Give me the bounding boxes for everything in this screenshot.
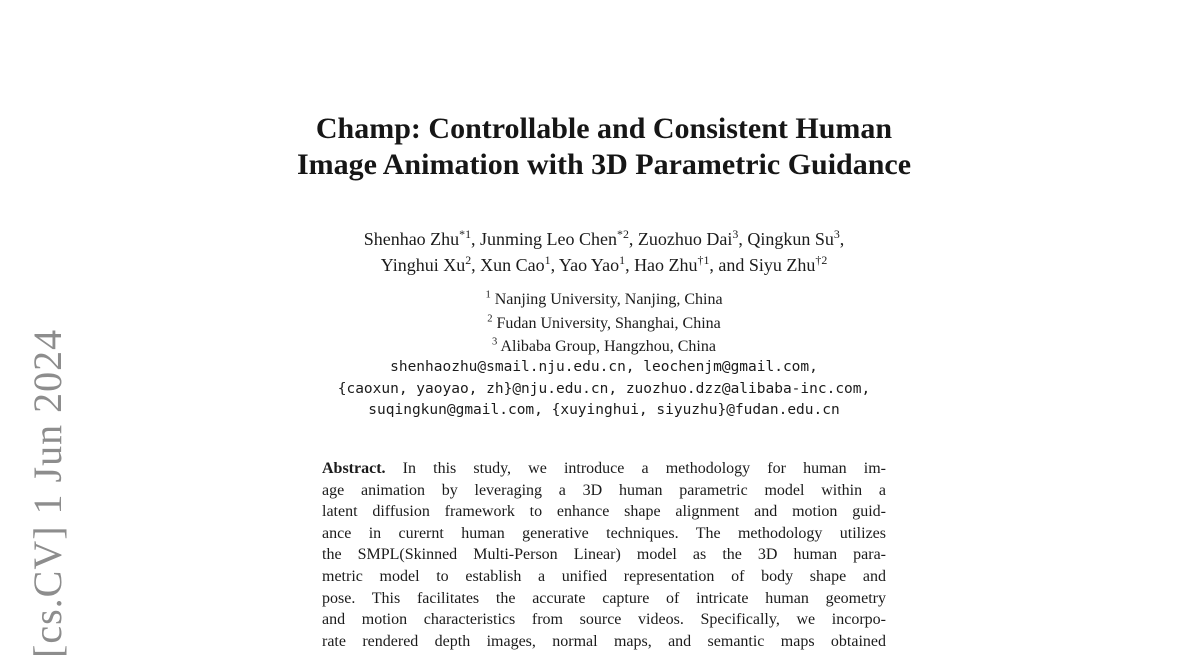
paper-title-line-2: Image Animation with 3D Parametric Guidance	[296, 148, 912, 181]
author-line-1: Shenhao Zhu$^{*1}$, Junming Leo Chen$^{*2}$, Zuozhuo Dai$^3$, Qingkun Su$^3$,	[363, 227, 845, 249]
affiliation-line-2: $^2$ Fudan University, Shanghai, China	[487, 313, 721, 332]
abstract-line: Abstract. In this study, we introduce a methodology for human im-	[322, 460, 886, 477]
abstract-line: age animation by leveraging a 3D human parametric model within a	[322, 481, 886, 499]
paper-title-line-1: Champ: Controllable and Consistent Human	[315, 112, 893, 145]
abstract-line: pose. This facilitates the accurate capture of intricate human geometry	[322, 589, 886, 607]
abstract-line: and motion characteristics from source videos. Specifically, we incorpo-	[322, 611, 886, 629]
arxiv-margin-label: [cs.CV] 1 Jun 2024	[25, 328, 70, 658]
author-line-2: Yinghui Xu$^2$, Xun Cao$^1$, Yao Yao$^1$, Hao Zhu$^{\dagger 1}$, and Siyu Zhu$^{\dagger 2}$	[380, 253, 828, 275]
email-line-2: {caoxun, yaoyao, zh}@nju.edu.cn, zuozhuo.dzz@alibaba-inc.com,	[337, 380, 871, 397]
affiliation-line-3: $^3$ Alibaba Group, Hangzhou, China	[492, 336, 716, 355]
abstract-line: the SMPL(Skinned Multi-Person Linear) model as the 3D human para-	[322, 546, 886, 564]
abstract-line: ance in curernt human generative techniques. The methodology utilizes	[322, 524, 886, 542]
abstract-line: latent diffusion framework to enhance shape alignment and motion guid-	[322, 503, 886, 521]
affiliation-list	[241, 288, 967, 359]
abstract-line: metric model to establish a unified representation of body shape and	[322, 567, 886, 585]
paper-title	[241, 111, 967, 183]
email-line-3: suqingkun@gmail.com, {xuyinghui, siyuzhu}@fudan.edu.cn	[368, 402, 840, 418]
email-list	[191, 357, 1017, 422]
author-list	[191, 226, 1017, 278]
email-line-1: shenhaozhu@smail.nju.edu.cn, leochenjm@gmail.com,	[390, 359, 818, 375]
abstract-section	[322, 458, 886, 652]
abstract-line: rate rendered depth images, normal maps, and semantic maps obtained	[322, 632, 886, 650]
affiliation-line-1: $^1$ Nanjing University, Nanjing, China	[485, 289, 723, 308]
